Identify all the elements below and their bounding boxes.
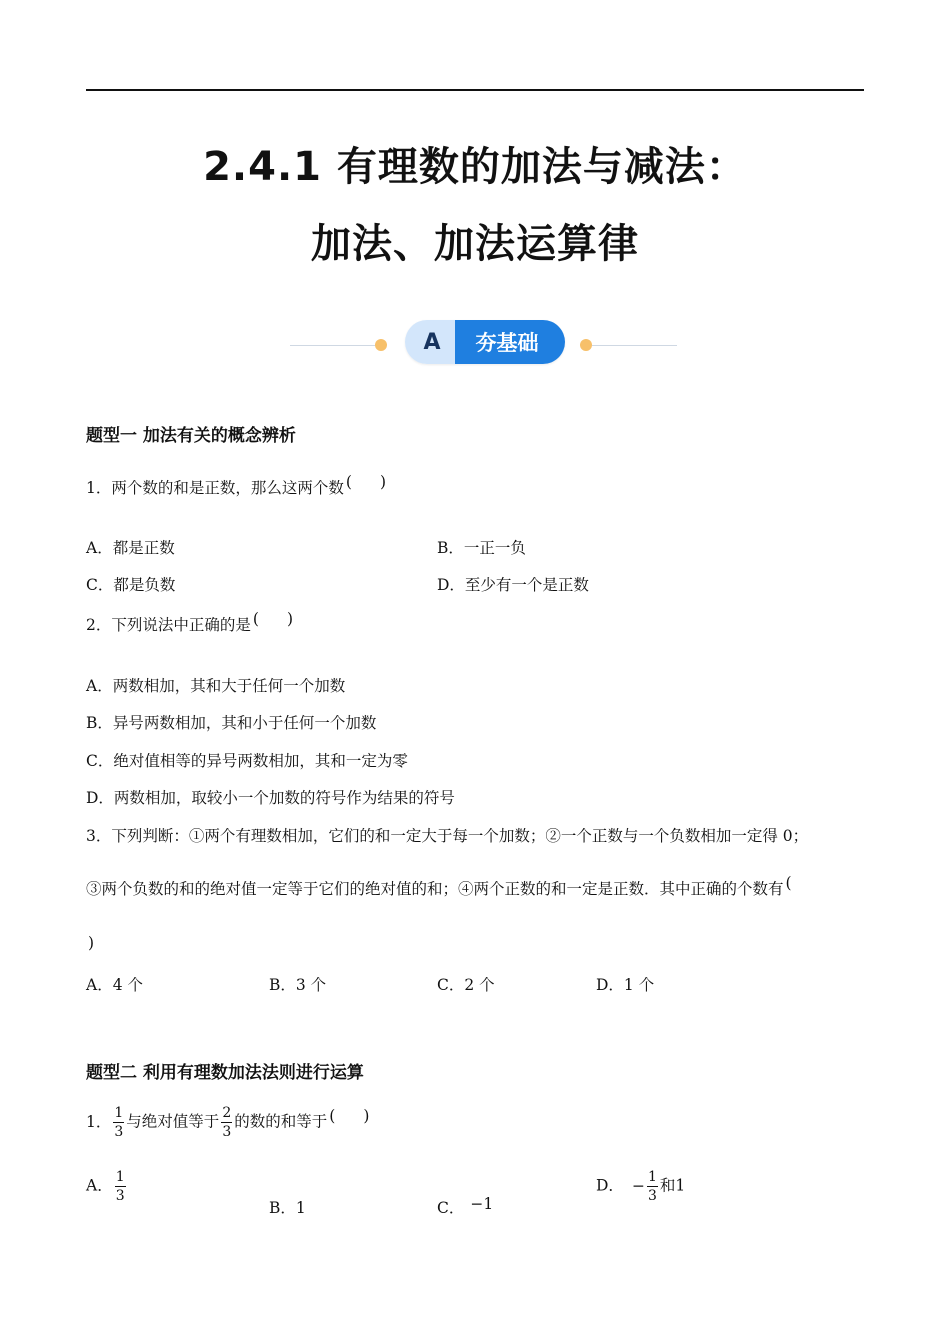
s1-q2-paren — [253, 610, 293, 628]
s2-q1-tail: 的数的和等于 — [234, 1112, 328, 1131]
s2-q1-stem — [86, 1106, 369, 1139]
s1-q2-option-b: B．异号两数相加，其和小于任何一个加数 — [86, 714, 377, 732]
section2-heading: 题型二 利用有理数加法法则进行运算 — [86, 1063, 364, 1083]
badge-right-line — [592, 345, 677, 346]
section-badge — [290, 318, 680, 366]
badge-label: 夯基础 — [455, 320, 565, 364]
s1-q1-stem — [86, 473, 386, 498]
badge-left-dot — [375, 339, 387, 351]
s1-q1-option-c: C．都是负数 — [86, 576, 176, 594]
s1-q3-option-a: A．4 个 — [86, 976, 143, 994]
section1-heading: 题型一 加法有关的概念辨析 — [86, 426, 296, 446]
s1-q1-stem-text: 1．两个数的和是正数，那么这两个数 — [86, 479, 344, 497]
frac-numerator: 1 — [115, 1169, 125, 1185]
s2-q1-option-d-frac — [647, 1170, 658, 1203]
frac-denominator: 3 — [647, 1188, 657, 1204]
option-label: A． — [86, 1176, 113, 1195]
s1-q2-option-a: A．两数相加，其和大于任何一个加数 — [86, 677, 346, 695]
s1-q3-option-b: B．3 个 — [269, 976, 327, 994]
badge-left-line — [290, 345, 375, 346]
s2-q1-paren — [329, 1107, 369, 1125]
s1-q1-option-d: D．至少有一个是正数 — [437, 576, 589, 594]
s2-q1-mid: 与绝对值等于 — [126, 1112, 220, 1131]
s1-q2-option-d: D．两数相加，取较小一个加数的符号作为结果的符号 — [86, 789, 455, 807]
paren-close: ) — [379, 473, 386, 491]
s1-q1-option-a: A．都是正数 — [86, 539, 175, 557]
s2-q1-number: 1． — [86, 1112, 112, 1131]
frac-numerator: 2 — [222, 1105, 232, 1121]
paren-open: ( — [329, 1106, 336, 1125]
s2-q1-option-a-frac — [115, 1170, 126, 1203]
frac-denominator: 3 — [114, 1124, 124, 1140]
option-tail: 和1 — [659, 1176, 686, 1195]
s1-q2-stem — [86, 610, 293, 635]
s1-q2-stem-text: 2．下列说法中正确的是 — [86, 616, 251, 634]
s1-q3-option-d: D．1 个 — [596, 976, 655, 994]
frac-numerator: 1 — [647, 1169, 657, 1185]
option-label: C． — [437, 1199, 465, 1217]
badge-letter: A — [405, 320, 455, 364]
page-title-line2: 加法、加法运算律 — [311, 221, 639, 267]
s2-q1-frac1 — [113, 1106, 124, 1139]
option-label: D． — [596, 1176, 624, 1195]
s2-q1-option-b: B．1 — [269, 1199, 306, 1217]
s1-q3-line1: 3．下列判断：①两个有理数相加，它们的和一定大于每一个加数；②一个正数与一个负数相加一定得 0； — [86, 827, 809, 845]
s1-q1-paren — [346, 473, 386, 491]
s1-q3-paren-close: ) — [88, 934, 95, 952]
frac-numerator: 1 — [114, 1105, 124, 1121]
s1-q3-option-c: C．2 个 — [437, 976, 495, 994]
badge-right-dot — [580, 339, 592, 351]
header-rule — [86, 89, 864, 91]
s1-q3-line2 — [86, 874, 792, 899]
s1-q3-paren-open: ( — [785, 874, 792, 892]
paren-open: ( — [252, 610, 259, 628]
s2-q1-option-d — [596, 1170, 685, 1203]
s2-q1-option-a — [86, 1170, 128, 1203]
s1-q3-line2-text: ③两个负数的和的绝对值一定等于它们的绝对值的和；④两个正数的和一定是正数．其中正确的个数有 — [86, 880, 784, 898]
s1-q1-option-b: B．一正一负 — [437, 539, 526, 557]
page-title-line1: 2.4.1 有理数的加法与减法： — [203, 144, 747, 190]
badge-pill — [405, 320, 565, 364]
paren-close: ) — [363, 1106, 370, 1125]
s2-q1-frac2 — [221, 1106, 232, 1139]
frac-denominator: 3 — [222, 1124, 232, 1140]
paren-open: ( — [345, 473, 352, 491]
s1-q2-option-c: C．绝对值相等的异号两数相加，其和一定为零 — [86, 752, 408, 770]
minus-sign: − — [631, 1176, 645, 1195]
option-value: −1 — [470, 1195, 494, 1213]
paren-close: ) — [286, 610, 293, 628]
s2-q1-option-c — [437, 1196, 493, 1218]
frac-denominator: 3 — [115, 1188, 125, 1204]
